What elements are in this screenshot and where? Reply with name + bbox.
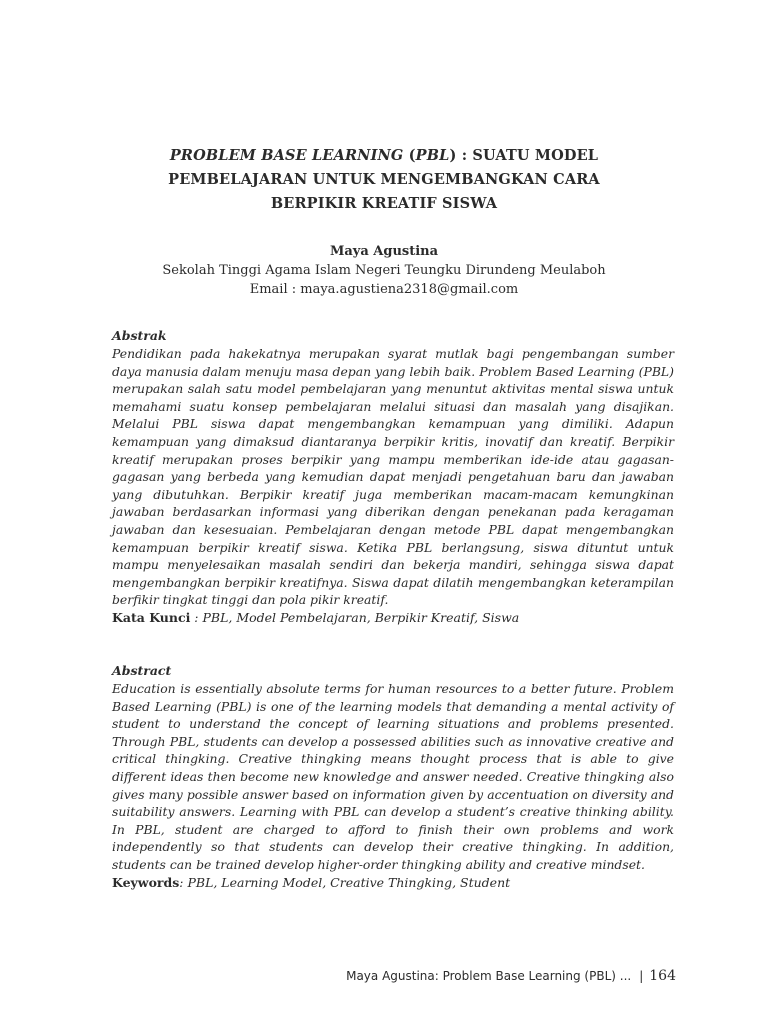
abstract-body: Education is essentially absolute terms for human resources to a better future. Problem Based Learning (PBL) is one of the learning models that demanding a mental activity of student to understand the concept of learning situations and problems presented. Through PBL, students can develop a possessed abilities such as innovative creative and critical thingking. Creative thingking means thought process that is able to give different ideas then become new knowledge and answer needed. Creative thingking also gives many possible answer based on information given by accentuation on diversity and suitability answers. Learning with PBL can develop a student’s creative thinking ability. In PBL, student are charged to afford to finish their own problems and work independently so that students can develop their creative thingking. In addition, students can be trained develop higher-order thingking ability and creative mindset. [112,681,674,872]
author-block [110,242,658,299]
title-line-3: BERPIKIR KREATIF SISWA [270,195,498,212]
abstract-section [112,662,674,892]
title-part-3: PBL [415,147,450,164]
abstrak-body: Pendidikan pada hakekatnya merupakan syarat mutlak bagi pengembangan sumber daya manusia dalam menuju masa depan yang lebih baik. Problem Based Learning (PBL) merupakan salah satu model pembelajaran yang menuntut aktivitas mental siswa untuk memahami suatu konsep pembelajaran melalui situasi dan masalah yang disajikan. Melalui PBL siswa dapat mengembangkan kemampuan yang dimiliki. Adapun kemampuan yang dimaksud diantaranya berpikir kritis, inovatif dan kreatif. Berpikir kreatif merupakan proses berpikir yang mampu memberikan ide-ide atau gagasan-gagasan yang berbeda yang kemudian dapat menjadi pengetahuan baru dan jawaban yang dibutuhkan. Berpikir kreatif juga memberikan macam-macam kemungkinan jawaban berdasarkan informasi yang diberikan dengan penekanan pada keragaman jawaban dan kesesuaian. Pembelajaran dengan metode PBL dapat mengembangkan kemampuan berpikir kreatif siswa. Ketika PBL berlangsung, siswa dituntut untuk mampu menyelesaikan masalah sendiri dan bekerja mandiri, sehingga siswa dapat mengembangkan berpikir kreatifnya. Siswa dapat dilatih mengembangkan keterampilan berfikir tingkat tinggi dan pola pikir kreatif. [112,346,674,608]
abstrak-keywords [112,609,674,627]
abstrak-keyword-values: : PBL, Model Pembelajaran, Berpikir Kreatif, Siswa [190,609,520,625]
title-part-2: ( [403,147,416,164]
abstrak-heading: Abstrak [112,328,167,343]
author-affiliation: Sekolah Tinggi Agama Islam Negeri Teungku Dirundeng Meulaboh [162,263,606,278]
abstract-keywords [112,874,674,892]
author-name: Maya Agustina [329,244,439,259]
running-title: Maya Agustina: Problem Base Learning (PBL) ... [346,969,632,983]
abstract-keyword-label: Keywords [112,874,180,890]
footer-separator: | [639,969,644,983]
paper-title [110,144,658,216]
page-number: 164 [649,968,676,984]
author-email: Email : maya.agustiena2318@gmail.com [249,282,519,297]
abstract-keyword-values: : PBL, Learning Model, Creative Thingking, Student [179,874,511,890]
abstract-heading: Abstract [112,663,172,678]
abstrak-section [112,327,674,627]
title-part-4: ) : SUATU MODEL [449,147,599,164]
abstrak-keyword-label: Kata Kunci [112,609,191,625]
title-line-1 [110,144,658,168]
page-footer [346,966,676,986]
title-part-1: PROBLEM BASE LEARNING [169,147,404,164]
title-line-2: PEMBELAJARAN UNTUK MENGEMBANGKAN CARA [168,171,600,188]
